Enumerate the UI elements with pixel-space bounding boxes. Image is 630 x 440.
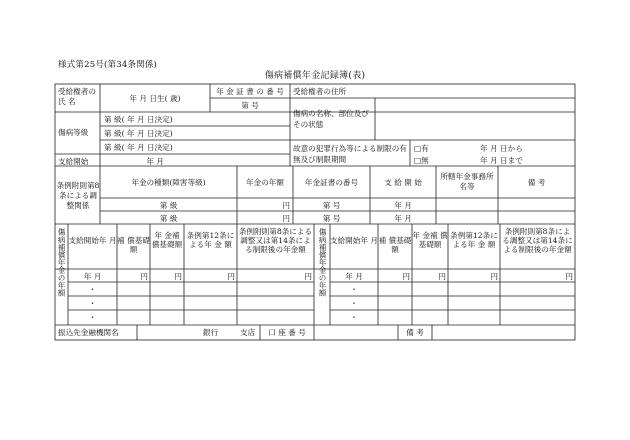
- right-unit-yen-3: 円: [490, 272, 498, 281]
- table2-header-remarks: 備 考: [527, 178, 546, 187]
- grade-row-3[interactable]: 第 級( 年 月 日決定): [104, 143, 173, 152]
- right-unit-date: 年 月: [345, 272, 363, 281]
- injury-location-label: 傷病の名称、部位及びその状態: [293, 109, 369, 129]
- birth-date-field[interactable]: 年 月 日生( 歳): [129, 94, 181, 103]
- recipient-address-label: 受給権者の住所: [293, 87, 347, 96]
- left-unit-yen-2: 円: [174, 272, 182, 281]
- table2-row1-cert[interactable]: 第 号: [322, 201, 341, 210]
- right-unit-yen-1: 円: [402, 272, 410, 281]
- pension-cert-no-label: 年 金 証 書 の 番 号: [216, 87, 284, 96]
- left-unit-date: 年 月: [83, 272, 102, 281]
- right-header-article12: 条例第12条による年 金 額: [450, 231, 498, 249]
- table2-row2-start[interactable]: 年 月: [394, 214, 412, 223]
- left-unit-yen-4: 円: [304, 272, 312, 281]
- grade-row-2[interactable]: 第 級( 年 月 日決定): [104, 129, 173, 138]
- left-dot-2: ・: [88, 299, 97, 308]
- restriction-yes[interactable]: □有: [414, 144, 429, 153]
- left-unit-yen-3: 円: [227, 272, 235, 281]
- recipient-name-label: 受給権者の 氏 名: [58, 87, 96, 106]
- right-dot-2: ・: [350, 299, 358, 308]
- left-header-start: 支給開始年 月: [68, 236, 117, 245]
- table2-row1-grade[interactable]: 第 級: [159, 201, 178, 210]
- payment-start-label: 支給開始: [58, 157, 89, 166]
- restriction-no[interactable]: □無: [414, 156, 429, 165]
- left-unit-yen-1: 円: [140, 272, 148, 281]
- table2-row2-yen[interactable]: 円: [282, 214, 290, 223]
- bank-label: 振込先金融機関名: [58, 328, 119, 337]
- right-unit-yen-4: 円: [565, 272, 573, 281]
- left-header-base: 補 償基礎額: [117, 236, 150, 254]
- table2-header-cert: 年金証書の番号: [304, 178, 359, 187]
- remarks-label: 備 考: [406, 328, 424, 337]
- form-id: 様式第25号(第34条関係): [58, 60, 158, 70]
- table2-header-yen: 年金の年額: [246, 178, 284, 187]
- right-dot-1: ・: [350, 285, 358, 294]
- right-header-adjusted: 条例附則第8条による調整又は第14条による制限後の年金額: [502, 227, 573, 254]
- table2-row2-cert[interactable]: 第 号: [322, 214, 341, 223]
- right-unit-yen-2: 円: [438, 272, 446, 281]
- adjustment-label: 条例附則第8条による調整関係: [56, 181, 100, 210]
- injury-grade-label: 傷病等級: [58, 128, 89, 137]
- branch-field[interactable]: 支店: [240, 328, 256, 337]
- left-header-article12: 条例第12条による年 金 額: [186, 231, 235, 249]
- pension-amount-label-right: 傷病補償年金の年額: [318, 228, 327, 297]
- table2-row1-yen[interactable]: 円: [282, 201, 290, 210]
- form-title: 傷病補償年金記録簿(表): [264, 71, 366, 81]
- restriction-from[interactable]: 年 月 日から: [480, 144, 523, 153]
- table2-header-start: 支 給 開 始: [384, 178, 422, 187]
- right-header-pension-base: 年 金補 償基礎額: [412, 231, 448, 249]
- pension-amount-label-left: 傷病補償年金の年額: [57, 228, 66, 297]
- bank-field[interactable]: 銀行: [203, 328, 219, 337]
- table2-row2-grade[interactable]: 第 級: [159, 214, 178, 223]
- right-header-start: 支給開始年 月: [330, 236, 378, 245]
- left-dot-1: ・: [88, 285, 97, 294]
- grade-row-1[interactable]: 第 級( 年 月 日決定): [104, 115, 173, 124]
- right-header-base: 補 償基礎額: [378, 236, 412, 254]
- restriction-to[interactable]: 年 月 日まで: [480, 156, 523, 165]
- table2-row1-start[interactable]: 年 月: [394, 201, 412, 210]
- account-label: 口 座 番 号: [268, 328, 306, 337]
- table2-header-grade: 年金の種類(障害等級): [131, 178, 206, 187]
- left-header-adjusted: 条例附則第8条による調整又は第14条による制限後の年金額: [238, 227, 313, 254]
- cert-no-field[interactable]: 第 号: [241, 101, 259, 110]
- table2-header-office: 所轄年金事務所名等: [440, 172, 494, 191]
- left-header-pension-base: 年 金補 償基礎額: [151, 231, 183, 249]
- payment-start-value[interactable]: 年 月: [146, 157, 164, 166]
- right-dot-3: ・: [350, 313, 358, 322]
- crime-label: 故意の犯罪行為等による制限の有無及び制限期間: [293, 144, 407, 164]
- left-dot-3: ・: [88, 313, 97, 322]
